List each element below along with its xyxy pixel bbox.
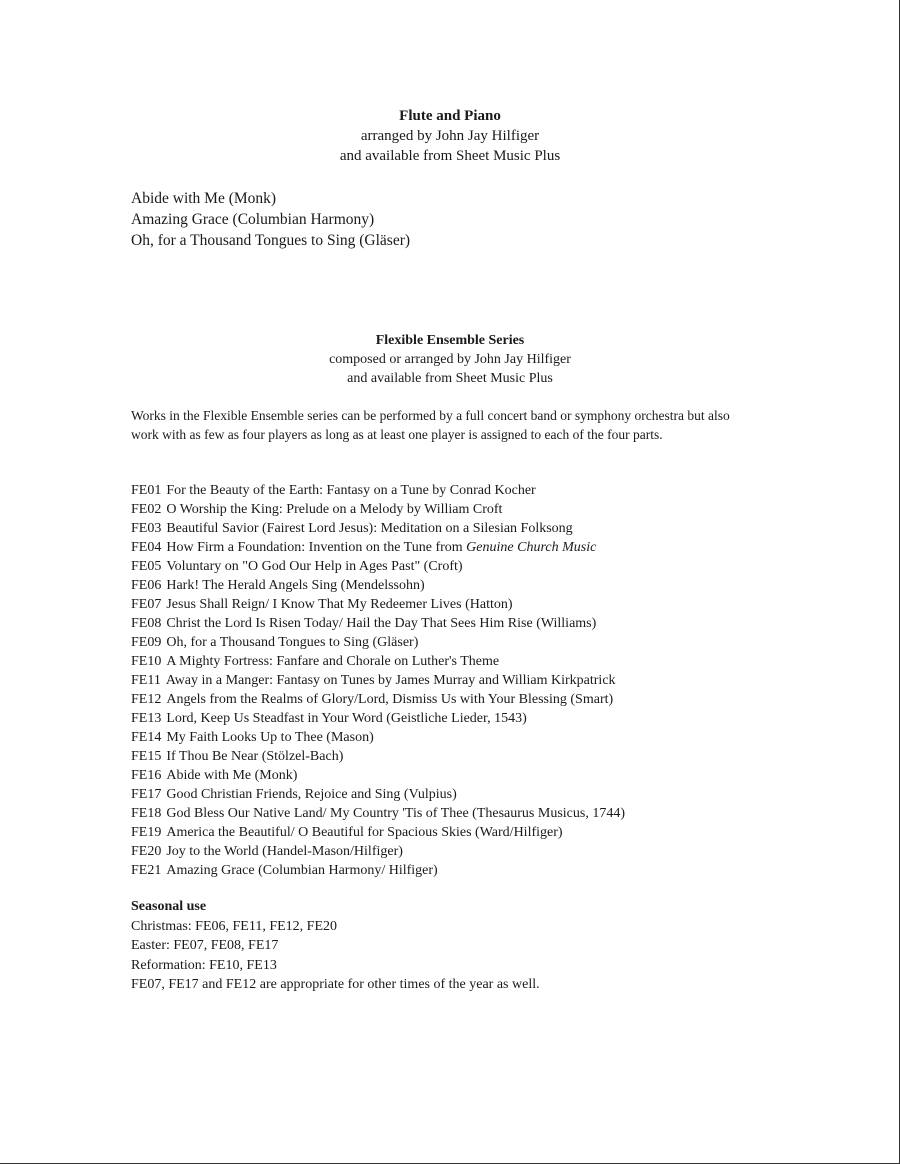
work-code: FE09 [131,635,162,650]
work-code: FE21 [131,863,162,878]
list-item [131,557,625,576]
work-code: FE06 [131,578,162,593]
ensemble-description: Works in the Flexible Ensemble series can be performed by a full concert band or symphony orchestra but also work with as few as four players as long as at least one player is assigned to each of the four parts. [131,408,730,442]
work-title: Oh, for a Thousand Tongues to Sing (Gläser) [166,635,419,650]
work-code: FE10 [131,654,162,669]
list-item [131,766,625,785]
list-item [131,576,625,595]
work-code: FE13 [131,711,162,726]
seasonal-note: FE07, FE17 and FE12 are appropriate for other times of the year as well. [131,977,540,992]
work-title: O Worship the King: Prelude on a Melody by William Croft [166,502,503,517]
list-item [131,671,625,690]
list-item [131,823,625,842]
work-title: For the Beauty of the Earth: Fantasy on a Tune by Conrad Kocher [166,483,536,498]
ensemble-subtitle-composed: composed or arranged by John Jay Hilfiger [329,352,571,367]
work-title: My Faith Looks Up to Thee (Mason) [166,730,374,745]
list-item [131,747,625,766]
work-title: Amazing Grace (Columbian Harmony/ Hilfiger) [166,863,438,878]
work-code: FE05 [131,559,162,574]
list-item [131,785,625,804]
list-item [131,500,625,519]
work-title: Away in a Manger: Fantasy on Tunes by James Murray and William Kirkpatrick [165,673,616,688]
list-item: Abide with Me (Monk) [131,190,277,207]
list-item [131,804,625,823]
list-item [131,633,625,652]
work-title: Joy to the World (Handel-Mason/Hilfiger) [166,844,403,859]
work-code: FE01 [131,483,162,498]
work-code: FE02 [131,502,162,517]
seasonal-easter: Easter: FE07, FE08, FE17 [131,938,279,953]
list-item [131,519,625,538]
list-item [131,652,625,671]
work-code: FE03 [131,521,162,536]
list-item [131,614,625,633]
work-code: FE14 [131,730,162,745]
ensemble-subtitle-available: and available from Sheet Music Plus [347,371,553,386]
ensemble-header [0,331,900,388]
list-item [131,842,625,861]
work-code: FE08 [131,616,162,631]
ensemble-title: Flexible Ensemble Series [375,333,525,348]
seasonal-reformation: Reformation: FE10, FE13 [131,957,277,973]
ensemble-work-list [131,481,625,880]
work-title: God Bless Our Native Land/ My Country 'Tis of Thee (Thesaurus Musicus, 1744) [166,806,625,821]
work-code: FE12 [131,692,162,707]
list-item [131,861,625,880]
work-code: FE04 [131,540,162,555]
work-title: Hark! The Herald Angels Sing (Mendelssohn) [166,578,425,593]
work-title-italic: Genuine Church Music [466,540,597,555]
flute-header [0,106,900,166]
work-title: Christ the Lord Is Risen Today/ Hail the Day That Sees Him Rise (Williams) [166,616,597,631]
list-item [131,709,625,728]
work-code: FE18 [131,806,162,821]
work-title: How Firm a Foundation: Invention on the Tune from [166,540,463,555]
flute-work-list [131,188,410,251]
list-item: Amazing Grace (Columbian Harmony) [131,211,375,228]
flute-subtitle-available: and available from Sheet Music Plus [339,148,561,164]
work-code: FE19 [131,825,162,840]
work-title: If Thou Be Near (Stölzel-Bach) [166,749,344,764]
work-title: A Mighty Fortress: Fanfare and Chorale on Luther's Theme [166,654,500,669]
list-item: Oh, for a Thousand Tongues to Sing (Gläser) [131,232,411,249]
flute-title: Flute and Piano [399,108,501,124]
work-code: FE07 [131,597,162,612]
work-title: Lord, Keep Us Steadfast in Your Word (Geistliche Lieder, 1543) [166,711,527,726]
work-title: Beautiful Savior (Fairest Lord Jesus): Meditation on a Silesian Folksong [166,521,573,536]
work-title: America the Beautiful/ O Beautiful for Spacious Skies (Ward/Hilfiger) [166,825,563,840]
work-code: FE16 [131,768,162,783]
list-item [131,538,625,557]
work-code: FE11 [131,673,161,688]
list-item [131,690,625,709]
list-item [131,481,625,500]
work-title: Voluntary on "O God Our Help in Ages Past" (Croft) [166,559,463,574]
work-title: Jesus Shall Reign/ I Know That My Redeemer Lives (Hatton) [166,597,513,612]
work-title: Abide with Me (Monk) [166,768,298,783]
seasonal-heading: Seasonal use [131,899,207,914]
seasonal-christmas: Christmas: FE06, FE11, FE12, FE20 [131,918,338,934]
seasonal-use-section [131,897,540,995]
work-code: FE15 [131,749,162,764]
flute-subtitle-arranged: arranged by John Jay Hilfiger [360,128,540,144]
list-item [131,595,625,614]
work-title: Angels from the Realms of Glory/Lord, Dismiss Us with Your Blessing (Smart) [166,692,614,707]
work-code: FE17 [131,787,162,802]
work-title: Good Christian Friends, Rejoice and Sing (Vulpius) [166,787,457,802]
work-code: FE20 [131,844,162,859]
list-item [131,728,625,747]
